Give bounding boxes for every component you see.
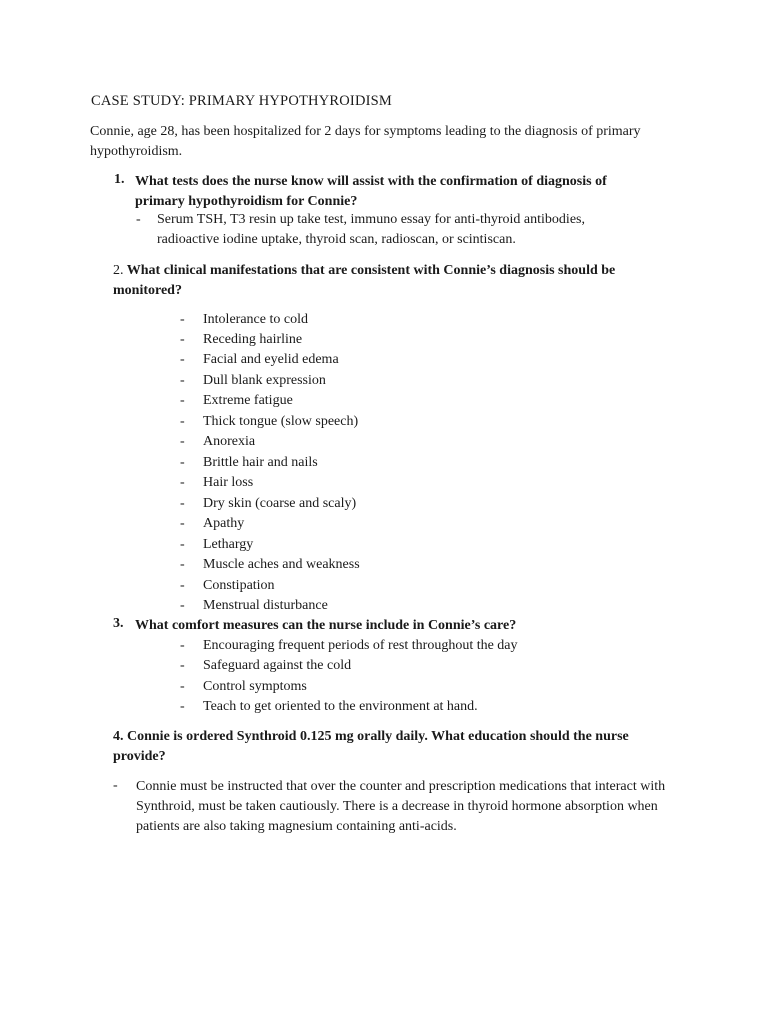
- document-title: CASE STUDY: PRIMARY HYPOTHYROIDISM: [91, 93, 393, 109]
- question-1-answer-dash: -: [136, 212, 141, 227]
- question-4-answer-dash: -: [113, 778, 118, 793]
- question-1-answer: Serum TSH, T3 resin up take test, immuno essay for anti-thyroid antibodies, radioactive iodine uptake, thyroid scan, radioscan, or scintiscan.: [157, 212, 585, 247]
- question-3-text: What comfort measures can the nurse include in Connie’s care?: [135, 618, 517, 633]
- question-1-text: What tests does the nurse know will assist with the confirmation of diagnosis of primary hypothyroidism for Connie?: [135, 174, 607, 209]
- question-2-text: [113, 261, 673, 301]
- question-1-number: 1.: [114, 172, 125, 187]
- question-4-text: 4. Connie is ordered Synthroid 0.125 mg orally daily. What education should the nurse provide?: [113, 729, 629, 764]
- document-page: CASE STUDY: PRIMARY HYPOTHYROIDISM Connie, age 28, has been hospitalized for 2 days for symptoms leading to the diagnosis of primary hypothyroidism. 1. What tests does the nurse know will assist with the confirmation of diagnosis of primary hypothyroidism for Connie? - Serum TSH, T3 resin up take test, immuno essay for anti-thyroid antibodies, radioactive iodine uptake, thyroid scan, radioscan, or scintiscan. 2. What clinical manifestations that are consistent with Connie’s diagnosis should be monitored? - Intolerance to cold - Receding hairline - Facial and eyelid edema - Dull blank expression - Extreme fatigue - Thick tongue (slow speech) - Anorexia - Brittle hair and nails - Hair loss - Dry skin (coarse and scaly) - Apathy - Lethargy - Muscle aches and weakness - Constipation - Menstrual disturbance 3. What comfort measures can the nurse include in Connie’s care? - Encouraging frequent periods of rest throughout the day - Safeguard against the cold - Control symptoms - Teach to get oriented to the environment at hand. 4. Connie is ordered Synthroid 0.125 mg orally daily. What education should the nurse provide? - Connie must be instructed that over the counter and prescription medications that interact with Synthroid, must be taken cautiously. There is a decrease in thyroid hormone absorption when patients are also taking magnesium containing anti-acids.: [0, 0, 768, 1024]
- question-2-number: 2.: [113, 263, 124, 278]
- intro-paragraph: Connie, age 28, has been hospitalized for 2 days for symptoms leading to the diagnosis of primary hypothyroidism.: [90, 124, 641, 159]
- question-3-number: 3.: [113, 616, 124, 631]
- question-2-prompt: What clinical manifestations that are consistent with Connie’s diagnosis should be monitored?: [113, 263, 616, 298]
- question-4-answer: Connie must be instructed that over the counter and prescription medications that interact with Synthroid, must be taken cautiously. There is a decrease in thyroid hormone absorption when patients are also taking magnesium containing anti-acids.: [136, 779, 666, 834]
